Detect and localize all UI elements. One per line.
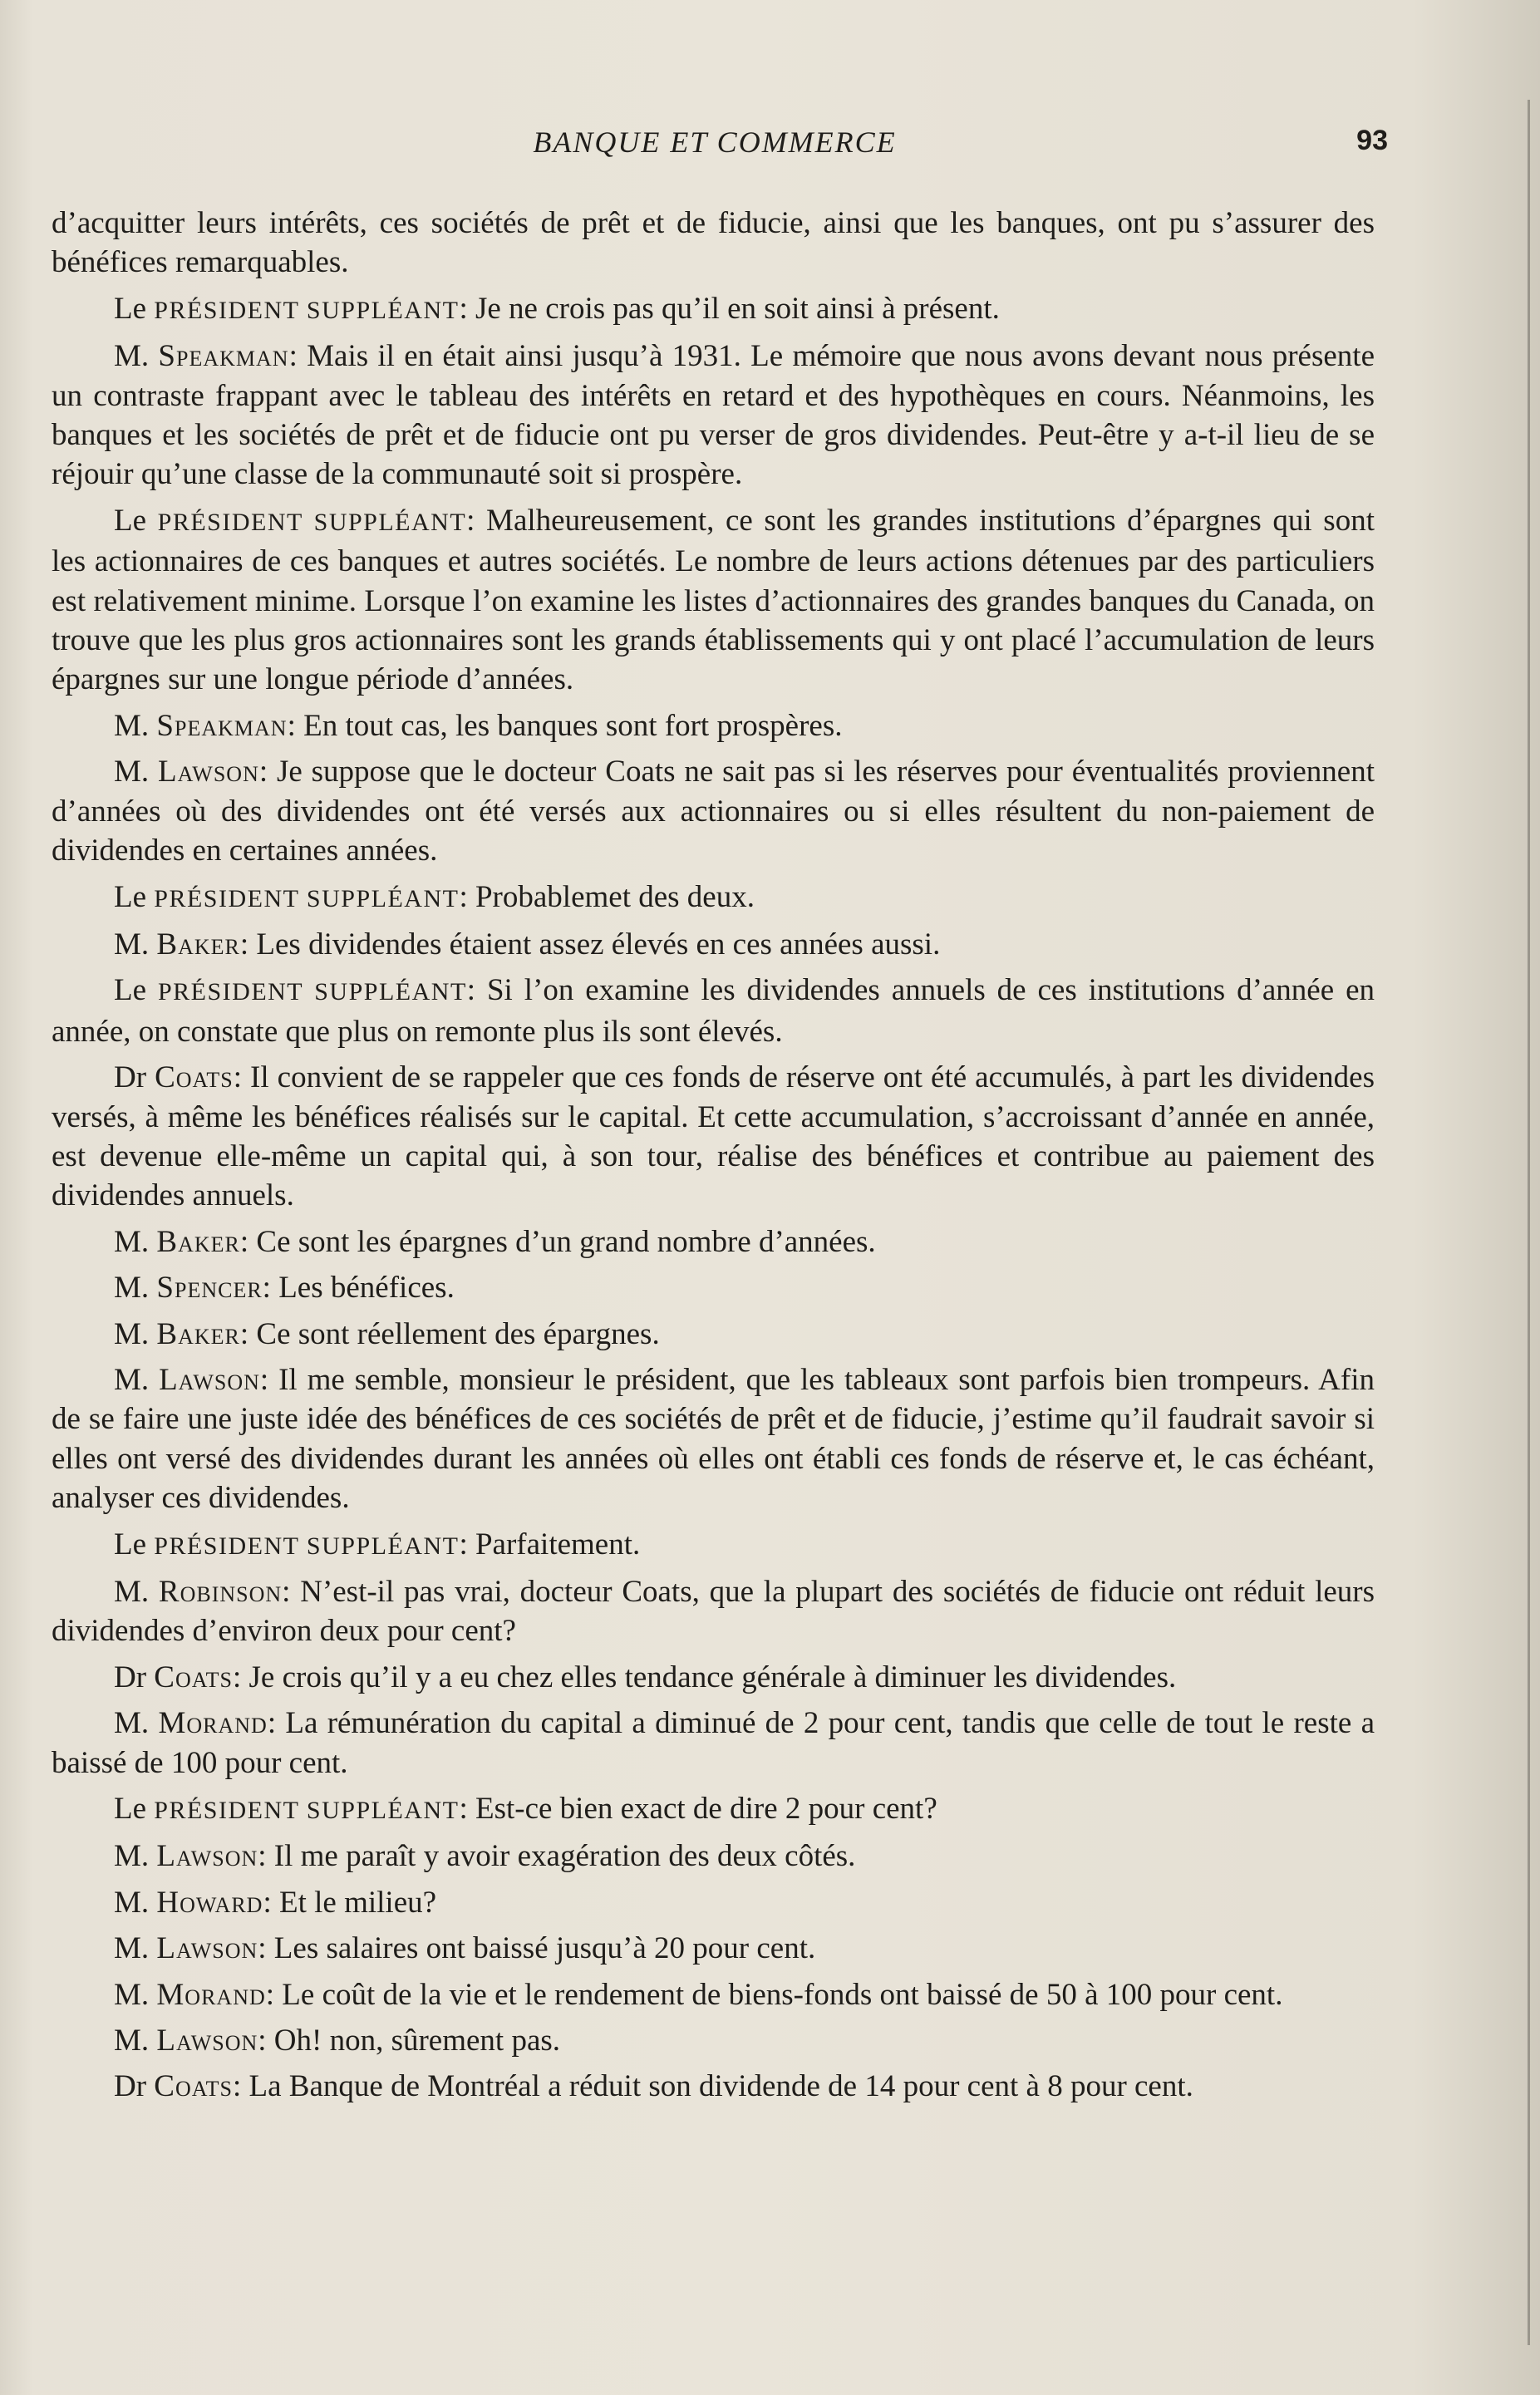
transcript-paragraph [52, 971, 1375, 1051]
speaker-name: Speakman [158, 339, 289, 374]
transcript-paragraph [52, 289, 1375, 330]
speaker-name: Howard [156, 1885, 263, 1920]
paragraph-text: : Probablemet des deux. [459, 879, 755, 914]
speaker-title: M. [114, 1839, 150, 1874]
paragraph-text: : Ce sont réellement des épargnes. [239, 1316, 660, 1351]
speaker-title: M. [114, 708, 150, 743]
transcript-paragraph [52, 1268, 1375, 1307]
transcript-paragraph [52, 1315, 1375, 1354]
speaker-name: Lawson [159, 1362, 260, 1397]
speaker-name: Robinson [158, 1575, 283, 1609]
transcript-paragraph [52, 1929, 1375, 1968]
transcript-paragraph [52, 1975, 1375, 2014]
transcript-paragraph [52, 706, 1375, 745]
transcript-paragraph [52, 1572, 1375, 1651]
paragraph-text: : Je suppose que le docteur Coats ne sait pas si les réserves pour éventualités proviennent d’années où des dividendes ont été versés aux actionnaires ou si elles résultent du non-paiement de dividendes en certaines années. [52, 755, 1375, 868]
speaker-name: PRÉSIDENT SUPPLÉANT [157, 978, 467, 1006]
paragraph-text: : Je ne crois pas qu’il en soit ainsi à présent. [459, 291, 1000, 326]
speaker-name: Baker [156, 1316, 240, 1351]
speaker-title: M. [114, 1362, 150, 1397]
speaker-title: Le [114, 1792, 147, 1827]
transcript-paragraph [52, 2021, 1375, 2060]
transcript-paragraph [52, 337, 1375, 494]
page-edge-line [1528, 100, 1530, 2345]
transcript-body [52, 204, 1375, 2113]
page-number: 93 [1356, 125, 1388, 156]
speaker-name: Morand [156, 1977, 266, 2012]
speaker-title: M. [114, 339, 150, 374]
transcript-paragraph [52, 1058, 1375, 1216]
speaker-title: M. [114, 1271, 150, 1306]
paragraph-text: : Il convient de se rappeler que ces fonds de réserve ont été accumulés, à part les dividendes versés, à même les bénéfices réalisés sur le capital. Et cette accumulation, s’accroissant d’année en année, est devenue elle-même un capital qui, à son tour, réalise des bénéfices et contribue au paiement des dividendes annuels. [52, 1060, 1375, 1213]
speaker-name: Lawson [156, 1931, 258, 1966]
paragraph-text: : Est-ce bien exact de dire 2 pour cent? [459, 1792, 937, 1827]
speaker-title: M. [114, 1977, 150, 2012]
speaker-name: PRÉSIDENT SUPPLÉANT [157, 508, 467, 536]
speaker-name: PRÉSIDENT SUPPLÉANT [154, 1532, 460, 1560]
speaker-name: Lawson [156, 2024, 258, 2058]
paragraph-text: : Les bénéfices. [262, 1271, 455, 1306]
transcript-paragraph [52, 1658, 1375, 1697]
speaker-name: Coats [154, 2069, 233, 2104]
paragraph-text: : Oh! non, sûrement pas. [258, 2024, 561, 2058]
transcript-paragraph [52, 2067, 1375, 2106]
paragraph-text: : Si l’on examine les dividendes annuels de ces institutions d’année en année, on constate que plus on remonte plus ils sont élevés. [52, 973, 1375, 1049]
speaker-name: PRÉSIDENT SUPPLÉANT [154, 1797, 460, 1825]
speaker-name: Coats [155, 1060, 234, 1095]
transcript-paragraph [52, 204, 1375, 283]
speaker-title: M. [114, 1885, 150, 1920]
speaker-title: M. [114, 2024, 150, 2058]
transcript-paragraph [52, 1525, 1375, 1566]
speaker-name: Lawson [158, 755, 259, 789]
paragraph-text: : La rémunération du capital a diminué de 2 pour cent, tandis que celle de tout le reste a baissé de 100 pour cent. [52, 1706, 1375, 1780]
paragraph-text: : Le coût de la vie et le rendement de biens-fonds ont baissé de 50 à 100 pour cent. [265, 1977, 1283, 2012]
speaker-name: Coats [154, 1660, 233, 1694]
page-header [50, 125, 1388, 175]
speaker-name: Baker [156, 1224, 240, 1259]
paragraph-text: : Malheureusement, ce sont les grandes institutions d’épargnes qui sont les actionnaires de ces banques et autres sociétés. Le nombre de leurs actions détenues par des particuliers est relativement minime. Lorsque l’on examine les listes d’actionnaires des grandes banques du Canada, on trouve que les plus gros actionnaires sont les grands établissements qui y ont placé l’accumulation de leurs épargnes sur une longue période d’années. [52, 503, 1375, 697]
speaker-title: Le [114, 503, 147, 538]
transcript-paragraph [52, 878, 1375, 918]
speaker-title: Le [114, 879, 147, 914]
speaker-title: M. [114, 927, 150, 961]
paragraph-text: : Je crois qu’il y a eu chez elles tendance générale à diminuer les dividendes. [233, 1660, 1177, 1694]
paragraph-text: : Les dividendes étaient assez élevés en ces années aussi. [239, 927, 941, 961]
speaker-name: PRÉSIDENT SUPPLÉANT [154, 884, 460, 912]
speaker-name: PRÉSIDENT SUPPLÉANT [154, 296, 460, 324]
paragraph-text: : La Banque de Montréal a réduit son dividende de 14 pour cent à 8 pour cent. [233, 2069, 1193, 2104]
speaker-title: M. [114, 1224, 150, 1259]
transcript-paragraph [52, 1837, 1375, 1876]
transcript-paragraph [52, 1222, 1375, 1261]
speaker-title: Le [114, 1527, 147, 1561]
transcript-paragraph [52, 501, 1375, 700]
transcript-paragraph [52, 925, 1375, 964]
speaker-title: M. [114, 1316, 150, 1351]
transcript-paragraph [52, 1883, 1375, 1922]
paragraph-text: : En tout cas, les banques sont fort prospères. [287, 708, 843, 743]
paragraph-text: : Parfaitement. [459, 1527, 641, 1561]
transcript-paragraph [52, 752, 1375, 870]
running-title: BANQUE ET COMMERCE [533, 125, 897, 159]
speaker-name: Spencer [156, 1271, 263, 1306]
speaker-title: M. [114, 1706, 150, 1741]
speaker-title: M. [114, 1575, 150, 1609]
paragraph-text: : Il me semble, monsieur le président, que les tableaux sont parfois bien trompeurs. Afin de se faire une juste idée des bénéfices de ces sociétés de prêt et de fiducie, j’estime qu’il faudrait savoir si elles ont versé des dividendes durant les années où elles ont établi ces fonds de réserve et, le cas échéant, analyser ces dividendes. [52, 1362, 1375, 1516]
speaker-title: Le [114, 291, 147, 326]
speaker-name: Speakman [156, 708, 288, 743]
transcript-paragraph [52, 1789, 1375, 1830]
speaker-title: Dr [114, 1060, 147, 1095]
paragraph-text: : Et le milieu? [263, 1885, 437, 1920]
paragraph-text: d’acquitter leurs intérêts, ces sociétés de prêt et de fiducie, ainsi que les banques, ont pu s’assurer des bénéfices remarquables. [52, 206, 1375, 280]
paragraph-text: : Les salaires ont baissé jusqu’à 20 pour cent. [258, 1931, 816, 1966]
paragraph-text: : N’est-il pas vrai, docteur Coats, que la plupart des sociétés de fiducie ont réduit leurs dividendes d’environ deux pour cent? [52, 1575, 1375, 1649]
paragraph-text: : Ce sont les épargnes d’un grand nombre d’années. [239, 1224, 876, 1259]
transcript-paragraph [52, 1360, 1375, 1518]
speaker-name: Lawson [156, 1839, 258, 1874]
speaker-title: Dr [114, 2069, 147, 2104]
paragraph-text: : Il me paraît y avoir exagération des deux côtés. [258, 1839, 856, 1874]
speaker-name: Morand [158, 1706, 268, 1741]
speaker-title: Le [114, 973, 147, 1008]
speaker-name: Baker [156, 927, 240, 961]
speaker-title: Dr [114, 1660, 147, 1694]
speaker-title: M. [114, 755, 150, 789]
paragraph-text: : Mais il en était ainsi jusqu’à 1931. Le mémoire que nous avons devant nous présente un contraste frappant avec le tableau des intérêts en retard et des hypothèques en cours. Néanmoins, les banques et les sociétés de prêt et de fiducie ont pu verser de gros dividendes. Peut-être y a-t-il lieu de se réjouir qu’une classe de la communauté soit si prospère. [52, 339, 1375, 492]
transcript-paragraph [52, 1704, 1375, 1783]
speaker-title: M. [114, 1931, 150, 1966]
